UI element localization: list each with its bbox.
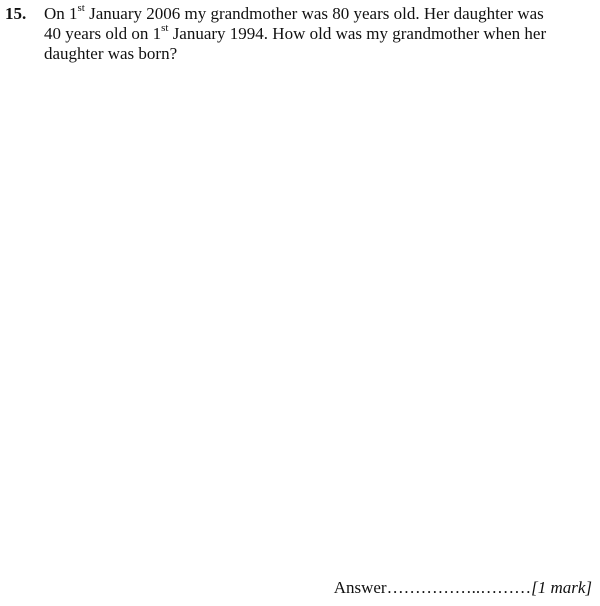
question-line-3: daughter was born? (44, 44, 178, 63)
answer-line (334, 578, 592, 598)
question-text (44, 4, 584, 64)
ordinal-suffix: st (161, 22, 169, 35)
question-number: 15. (5, 4, 27, 23)
answer-label: Answer (333, 578, 387, 597)
question-line-2: 40 years old on 1st January 1994. How old was my grandmother when her (44, 22, 547, 43)
question-line-1: On 1st January 2006 my grandmother was 80 years old. Her daughter was (44, 2, 544, 23)
answer-field[interactable]: ……………..……… (386, 578, 532, 597)
ordinal-suffix: st (77, 2, 85, 15)
mark-allocation: [1 mark] (531, 578, 592, 597)
